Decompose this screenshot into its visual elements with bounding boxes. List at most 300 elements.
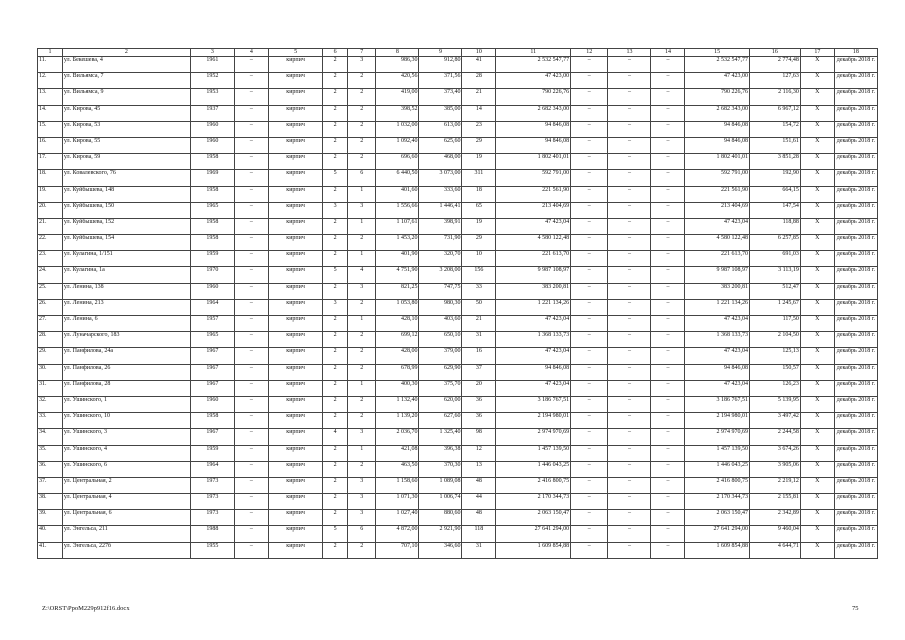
table-cell: 1937 — [190, 105, 234, 121]
table-cell: 2 774,48 — [749, 57, 800, 73]
table-cell: 311 — [462, 170, 496, 186]
table-cell: 1 — [348, 445, 376, 461]
table-cell: – — [571, 57, 608, 73]
table-row — [38, 73, 878, 89]
table-cell: 37. — [38, 477, 63, 493]
table-cell: 118 — [462, 526, 496, 542]
table-cell: 2 — [323, 316, 348, 332]
table-cell: 2 — [348, 299, 376, 315]
table-cell: 1 457 139,50 — [496, 445, 571, 461]
table-cell: 1 368 133,73 — [685, 332, 750, 348]
table-cell: X — [800, 510, 834, 526]
table-cell: – — [608, 542, 651, 558]
table-cell: 2 170 344,73 — [685, 494, 750, 510]
table-cell: 6 — [348, 526, 376, 542]
table-cell: 1 027,40 — [376, 510, 419, 526]
table-cell: 620,00 — [419, 396, 462, 412]
table-cell: X — [800, 348, 834, 364]
table-cell: кирпич — [268, 137, 322, 153]
table-cell: 2 219,12 — [749, 477, 800, 493]
table-cell: 2 — [323, 218, 348, 234]
table-cell: – — [234, 170, 268, 186]
table-cell: 2 170 344,73 — [496, 494, 571, 510]
column-number-cell: 18 — [834, 49, 877, 57]
table-cell: декабрь 2018 г. — [834, 57, 877, 73]
table-cell: 1 446,41 — [419, 202, 462, 218]
column-number-cell: 11 — [496, 49, 571, 57]
table-cell: X — [800, 218, 834, 234]
table-cell: 1 139,20 — [376, 413, 419, 429]
table-cell: 403,60 — [419, 316, 462, 332]
table-row — [38, 299, 878, 315]
table-cell: X — [800, 413, 834, 429]
table-cell: ул. Панфилова, 24а — [62, 348, 190, 364]
table-cell: кирпич — [268, 413, 322, 429]
table-cell: 1955 — [190, 542, 234, 558]
table-cell: – — [234, 57, 268, 73]
table-cell: ул. Ленина, 213 — [62, 299, 190, 315]
table-cell: 2 — [323, 73, 348, 89]
table-cell: 9 987 108,97 — [496, 267, 571, 283]
table-cell: – — [651, 380, 685, 396]
table-cell: 1 221 134,26 — [496, 299, 571, 315]
table-cell: кирпич — [268, 202, 322, 218]
table-cell: X — [800, 542, 834, 558]
table-cell: 117,50 — [749, 316, 800, 332]
table-cell: – — [234, 494, 268, 510]
table-cell: кирпич — [268, 429, 322, 445]
table-cell: декабрь 2018 г. — [834, 477, 877, 493]
table-cell: 3 — [348, 477, 376, 493]
table-cell: ул. Ушинского, 3 — [62, 429, 190, 445]
table-cell: 2 921,90 — [419, 526, 462, 542]
table-cell: кирпич — [268, 396, 322, 412]
table-cell: 3 073,00 — [419, 170, 462, 186]
table-cell: – — [651, 283, 685, 299]
table-cell: X — [800, 364, 834, 380]
table-cell: 2 063 150,47 — [685, 510, 750, 526]
table-cell: 691,03 — [749, 251, 800, 267]
table-cell: X — [800, 235, 834, 251]
table-cell: 2 063 150,47 — [496, 510, 571, 526]
table-cell: 1 446 043,25 — [685, 461, 750, 477]
table-cell: декабрь 2018 г. — [834, 316, 877, 332]
table-cell: 33 — [462, 283, 496, 299]
table-cell: 5 — [323, 267, 348, 283]
table-cell: ул. Кулагина, 1а — [62, 267, 190, 283]
table-cell: 592 791,00 — [685, 170, 750, 186]
capital-repair-table — [37, 48, 878, 559]
column-number-cell: 9 — [419, 49, 462, 57]
table-cell: 47 423,04 — [496, 348, 571, 364]
table-cell: 625,60 — [419, 137, 462, 153]
table-cell: 25. — [38, 283, 63, 299]
table-cell: – — [608, 202, 651, 218]
table-cell: – — [571, 526, 608, 542]
table-cell: 36. — [38, 461, 63, 477]
table-cell: 2 — [348, 348, 376, 364]
table-cell: 2 — [323, 380, 348, 396]
table-cell: 1 — [348, 186, 376, 202]
table-cell: 398,52 — [376, 105, 419, 121]
table-row — [38, 348, 878, 364]
table-cell: X — [800, 73, 834, 89]
table-cell: X — [800, 267, 834, 283]
column-number-cell: 8 — [376, 49, 419, 57]
table-cell: 373,40 — [419, 89, 462, 105]
table-cell: – — [234, 316, 268, 332]
table-cell: 44 — [462, 494, 496, 510]
table-cell: 23 — [462, 121, 496, 137]
table-cell: ул. Кирова, 45 — [62, 105, 190, 121]
table-cell: ул. Ленина, 138 — [62, 283, 190, 299]
table-cell: 12. — [38, 73, 63, 89]
table-cell: 421,08 — [376, 445, 419, 461]
table-row — [38, 429, 878, 445]
table-row — [38, 251, 878, 267]
table-cell: – — [234, 396, 268, 412]
table-cell: – — [651, 235, 685, 251]
table-row — [38, 121, 878, 137]
table-cell: 731,90 — [419, 235, 462, 251]
table-cell: 346,60 — [419, 542, 462, 558]
table-cell: декабрь 2018 г. — [834, 396, 877, 412]
table-cell: 1 071,30 — [376, 494, 419, 510]
table-cell: 4 — [348, 267, 376, 283]
table-cell: 221 561,90 — [685, 186, 750, 202]
table-cell: 147,54 — [749, 202, 800, 218]
table-cell: 1967 — [190, 380, 234, 396]
table-cell: – — [608, 396, 651, 412]
table-cell: – — [571, 348, 608, 364]
table-cell: 1 089,08 — [419, 477, 462, 493]
table-cell: ул. Куйбышева, 150 — [62, 202, 190, 218]
table-cell: – — [571, 73, 608, 89]
table-cell: – — [234, 251, 268, 267]
table-cell: кирпич — [268, 89, 322, 105]
footer-page-number: 75 — [852, 605, 859, 612]
table-cell: 2 — [348, 154, 376, 170]
table-cell: 5 — [323, 170, 348, 186]
table-cell: кирпич — [268, 283, 322, 299]
table-cell: 2 — [323, 348, 348, 364]
table-cell: 156 — [462, 267, 496, 283]
table-cell: 3 — [323, 299, 348, 315]
table-cell: 980,30 — [419, 299, 462, 315]
table-cell: 28. — [38, 332, 63, 348]
table-cell: – — [608, 316, 651, 332]
table-cell: 3 — [348, 57, 376, 73]
table-cell: 401,60 — [376, 186, 419, 202]
table-cell: – — [651, 251, 685, 267]
table-cell: – — [571, 251, 608, 267]
table-cell: 2 532 547,77 — [685, 57, 750, 73]
table-cell: 94 846,08 — [496, 364, 571, 380]
table-cell: ул. Ушинского, 4 — [62, 445, 190, 461]
table-cell: 400,30 — [376, 380, 419, 396]
table-cell: кирпич — [268, 542, 322, 558]
table-cell: 33. — [38, 413, 63, 429]
table-cell: 15. — [38, 121, 63, 137]
table-cell: 1964 — [190, 461, 234, 477]
table-cell: 2 104,50 — [749, 332, 800, 348]
table-cell: 1 457 139,50 — [685, 445, 750, 461]
table-cell: 35. — [38, 445, 63, 461]
table-cell: 26. — [38, 299, 63, 315]
table-cell: ул. Ленина, 6 — [62, 316, 190, 332]
table-cell: 2 — [323, 283, 348, 299]
table-cell: 32. — [38, 396, 63, 412]
table-cell: – — [608, 121, 651, 137]
table-cell: – — [608, 73, 651, 89]
table-cell: – — [651, 477, 685, 493]
table-cell: – — [608, 413, 651, 429]
table-cell: 34. — [38, 429, 63, 445]
table-cell: 592 791,00 — [496, 170, 571, 186]
table-cell: 94 846,08 — [496, 137, 571, 153]
table-cell: 1 — [348, 251, 376, 267]
table-cell: 383 200,81 — [496, 283, 571, 299]
table-cell: 2 — [348, 364, 376, 380]
table-cell: 1967 — [190, 429, 234, 445]
table-cell: X — [800, 299, 834, 315]
table-cell: – — [234, 154, 268, 170]
table-cell: 9 987 108,97 — [685, 267, 750, 283]
table-cell: – — [234, 380, 268, 396]
table-cell: 6 440,50 — [376, 170, 419, 186]
table-cell: ул. Вильямса, 9 — [62, 89, 190, 105]
table-cell: 2 — [323, 494, 348, 510]
column-number-cell: 6 — [323, 49, 348, 57]
table-cell: X — [800, 445, 834, 461]
table-cell: – — [571, 154, 608, 170]
table-cell: кирпич — [268, 445, 322, 461]
table-cell: – — [234, 477, 268, 493]
table-cell: – — [234, 364, 268, 380]
table-cell: декабрь 2018 г. — [834, 251, 877, 267]
table-cell: 31 — [462, 542, 496, 558]
table-cell: 19 — [462, 218, 496, 234]
table-cell: 4 644,71 — [749, 542, 800, 558]
table-cell: 12 — [462, 445, 496, 461]
table-cell: 2 — [348, 396, 376, 412]
table-cell: 2 — [323, 137, 348, 153]
table-cell: 118,88 — [749, 218, 800, 234]
table-cell: 2 682 343,00 — [685, 105, 750, 121]
table-cell: 39. — [38, 510, 63, 526]
table-cell: 383 200,81 — [685, 283, 750, 299]
table-cell: 21 — [462, 316, 496, 332]
column-number-cell: 13 — [608, 49, 651, 57]
table-cell: 13. — [38, 89, 63, 105]
table-cell: 18 — [462, 186, 496, 202]
table-cell: 36 — [462, 396, 496, 412]
table-cell: 9 460,04 — [749, 526, 800, 542]
table-cell: 1 107,61 — [376, 218, 419, 234]
table-cell: кирпич — [268, 186, 322, 202]
table-cell: – — [608, 526, 651, 542]
table-cell: 4 751,90 — [376, 267, 419, 283]
table-cell: 126,23 — [749, 380, 800, 396]
table-row — [38, 89, 878, 105]
table-cell: 16. — [38, 137, 63, 153]
table-cell: кирпич — [268, 105, 322, 121]
table-cell: декабрь 2018 г. — [834, 348, 877, 364]
table-cell: 151,61 — [749, 137, 800, 153]
table-cell: декабрь 2018 г. — [834, 332, 877, 348]
table-cell: 1988 — [190, 526, 234, 542]
table-row — [38, 170, 878, 186]
table-cell: 1 132,40 — [376, 396, 419, 412]
table-cell: 22. — [38, 235, 63, 251]
table-cell: – — [651, 542, 685, 558]
table-cell: – — [608, 251, 651, 267]
table-cell: 3 905,06 — [749, 461, 800, 477]
table-cell: ул. Ушинского, 1 — [62, 396, 190, 412]
table-cell: 2 — [348, 73, 376, 89]
table-cell: – — [608, 445, 651, 461]
table-cell: 19 — [462, 154, 496, 170]
table-cell: – — [608, 283, 651, 299]
table-cell: – — [234, 89, 268, 105]
table-cell: – — [608, 461, 651, 477]
table-cell: 1959 — [190, 445, 234, 461]
table-cell: – — [651, 105, 685, 121]
table-row — [38, 105, 878, 121]
table-cell: декабрь 2018 г. — [834, 170, 877, 186]
table-cell: 1953 — [190, 89, 234, 105]
table-cell: 1 446 043,25 — [496, 461, 571, 477]
table-cell: 94 846,08 — [496, 121, 571, 137]
table-cell: 2 — [323, 186, 348, 202]
table-cell: 2 — [323, 461, 348, 477]
table-row — [38, 396, 878, 412]
table-cell: ул. Панфилова, 28 — [62, 380, 190, 396]
table-cell: ул. Вильямса, 7 — [62, 73, 190, 89]
table-cell: 29 — [462, 235, 496, 251]
table-cell: 747,75 — [419, 283, 462, 299]
table-cell: ул. Центральная, 2 — [62, 477, 190, 493]
table-cell: декабрь 2018 г. — [834, 510, 877, 526]
table-cell: 47 423,04 — [496, 218, 571, 234]
table-cell: 2 — [323, 121, 348, 137]
table-cell: 3 208,00 — [419, 267, 462, 283]
table-cell: ул. Ушинского, 6 — [62, 461, 190, 477]
table-cell: – — [608, 267, 651, 283]
table-cell: – — [571, 316, 608, 332]
table-cell: 629,90 — [419, 364, 462, 380]
table-cell: – — [571, 364, 608, 380]
table-row — [38, 202, 878, 218]
table-cell: 127,63 — [749, 73, 800, 89]
table-cell: 3 851,28 — [749, 154, 800, 170]
table-cell: 20 — [462, 380, 496, 396]
table-cell: 2 — [323, 364, 348, 380]
table-cell: ул. Центральная, 6 — [62, 510, 190, 526]
table-cell: – — [234, 105, 268, 121]
table-cell: 1 609 854,88 — [496, 542, 571, 558]
table-cell: кирпич — [268, 299, 322, 315]
table-cell: 2 — [323, 396, 348, 412]
table-cell: X — [800, 89, 834, 105]
table-cell: – — [571, 235, 608, 251]
table-cell: 512,47 — [749, 283, 800, 299]
table-cell: 3 — [348, 510, 376, 526]
table-row — [38, 542, 878, 558]
table-cell: 420,56 — [376, 73, 419, 89]
table-cell: 2 — [323, 235, 348, 251]
table-row — [38, 332, 878, 348]
table-cell: – — [608, 429, 651, 445]
table-cell: 2 — [323, 89, 348, 105]
table-cell: 320,70 — [419, 251, 462, 267]
table-cell: 14. — [38, 105, 63, 121]
table-cell: декабрь 2018 г. — [834, 542, 877, 558]
table-cell: – — [571, 202, 608, 218]
table-cell: – — [651, 510, 685, 526]
table-cell: 1960 — [190, 283, 234, 299]
table-cell: 986,30 — [376, 57, 419, 73]
table-cell: 1958 — [190, 186, 234, 202]
table-cell: X — [800, 283, 834, 299]
table-cell: 1958 — [190, 235, 234, 251]
table-cell: – — [571, 542, 608, 558]
table-cell: 2 — [323, 332, 348, 348]
table-row — [38, 413, 878, 429]
table-cell: кирпич — [268, 477, 322, 493]
table-cell: 396,38 — [419, 445, 462, 461]
table-cell: 1 556,66 — [376, 202, 419, 218]
table-cell: – — [234, 445, 268, 461]
table-cell: – — [571, 105, 608, 121]
table-cell: 98 — [462, 429, 496, 445]
table-cell: 1960 — [190, 396, 234, 412]
table-cell: 1952 — [190, 73, 234, 89]
table-cell: 3 497,42 — [749, 413, 800, 429]
table-cell: 1965 — [190, 332, 234, 348]
table-cell: 4 580 122,48 — [496, 235, 571, 251]
table-cell: кирпич — [268, 121, 322, 137]
table-cell: – — [651, 73, 685, 89]
table-cell: 47 423,04 — [685, 380, 750, 396]
table-cell: 94 846,08 — [685, 364, 750, 380]
table-cell: декабрь 2018 г. — [834, 105, 877, 121]
table-cell: 1 — [348, 218, 376, 234]
column-number-cell: 16 — [749, 49, 800, 57]
table-cell: 2 — [348, 121, 376, 137]
column-number-cell: 1 — [38, 49, 63, 57]
table-cell: – — [571, 267, 608, 283]
table-cell: 29 — [462, 137, 496, 153]
table-cell: X — [800, 429, 834, 445]
column-number-cell: 12 — [571, 49, 608, 57]
table-cell: 1 221 134,26 — [685, 299, 750, 315]
table-cell: 36 — [462, 413, 496, 429]
table-cell: – — [571, 299, 608, 315]
table-cell: 221 613,70 — [496, 251, 571, 267]
table-cell: – — [651, 461, 685, 477]
table-cell: декабрь 2018 г. — [834, 186, 877, 202]
table-cell: 2 036,70 — [376, 429, 419, 445]
table-cell: декабрь 2018 г. — [834, 445, 877, 461]
table-cell: 47 423,00 — [685, 73, 750, 89]
table-cell: ул. Энгельса, 211 — [62, 526, 190, 542]
column-number-cell: 4 — [234, 49, 268, 57]
table-cell: 28 — [462, 73, 496, 89]
table-cell: декабрь 2018 г. — [834, 154, 877, 170]
table-cell: – — [234, 267, 268, 283]
table-cell: 696,60 — [376, 154, 419, 170]
